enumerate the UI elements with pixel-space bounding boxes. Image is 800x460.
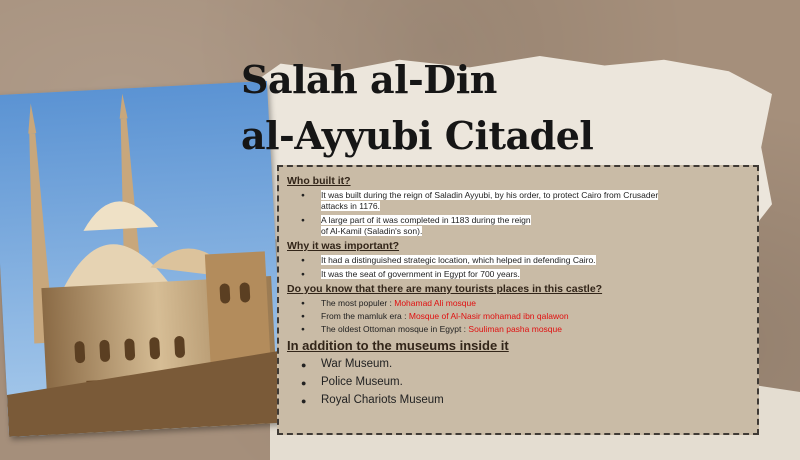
list-item [287,190,757,212]
list-item-value: Souliman pasha mosque [468,324,562,334]
list-item [287,255,757,266]
list-item-value: Mohamad Ali mosque [394,298,476,308]
tourist-places-heading: Do you know that there are many tourists places in this castle? [287,283,603,295]
museums-heading: In addition to the museums inside it [287,338,509,353]
list-item-text: attacks in 1176. [321,201,380,211]
who-built-list [287,190,757,237]
list-item-label: The most populer : [321,298,395,308]
list-item [287,298,757,309]
museums-list [287,356,757,409]
importance-list [287,255,757,280]
info-card [277,165,759,435]
list-item-label: The oldest Ottoman mosque in Egypt : [321,324,469,334]
tourist-places-list [287,298,757,335]
who-built-heading: Who built it? [287,175,351,187]
list-item [287,324,757,335]
list-item: ● War Museum. [287,356,757,373]
list-item-value: Mosque of Al-Nasir mohamad ibn qalawon [408,311,569,321]
list-item [287,269,757,280]
list-item-text: A large part of it was completed in 1183 during the reign [321,215,531,225]
list-item-text: of Al-Kamil (Saladin's son). [321,226,423,236]
page-title [241,52,593,164]
importance-heading: Why it was important? [287,240,400,252]
list-item-text: It had a distinguished strategic location, which helped in defending Cairo. [321,255,596,265]
list-item [287,215,757,237]
list-item: ● Royal Chariots Museum [287,392,757,409]
list-item: ● Police Museum. [287,374,757,391]
list-item [287,311,757,322]
list-item-label: From the mamluk era : [321,311,409,321]
title-line-2: al-Ayyubi Citadel [241,113,594,158]
list-item-text: It was built during the reign of Saladin Ayyubi, by his order, to protect Cairo from Crusader [321,190,659,200]
list-item-text: It was the seat of government in Egypt for 700 years. [321,269,520,279]
title-line-1: Salah al-Din [241,57,497,102]
